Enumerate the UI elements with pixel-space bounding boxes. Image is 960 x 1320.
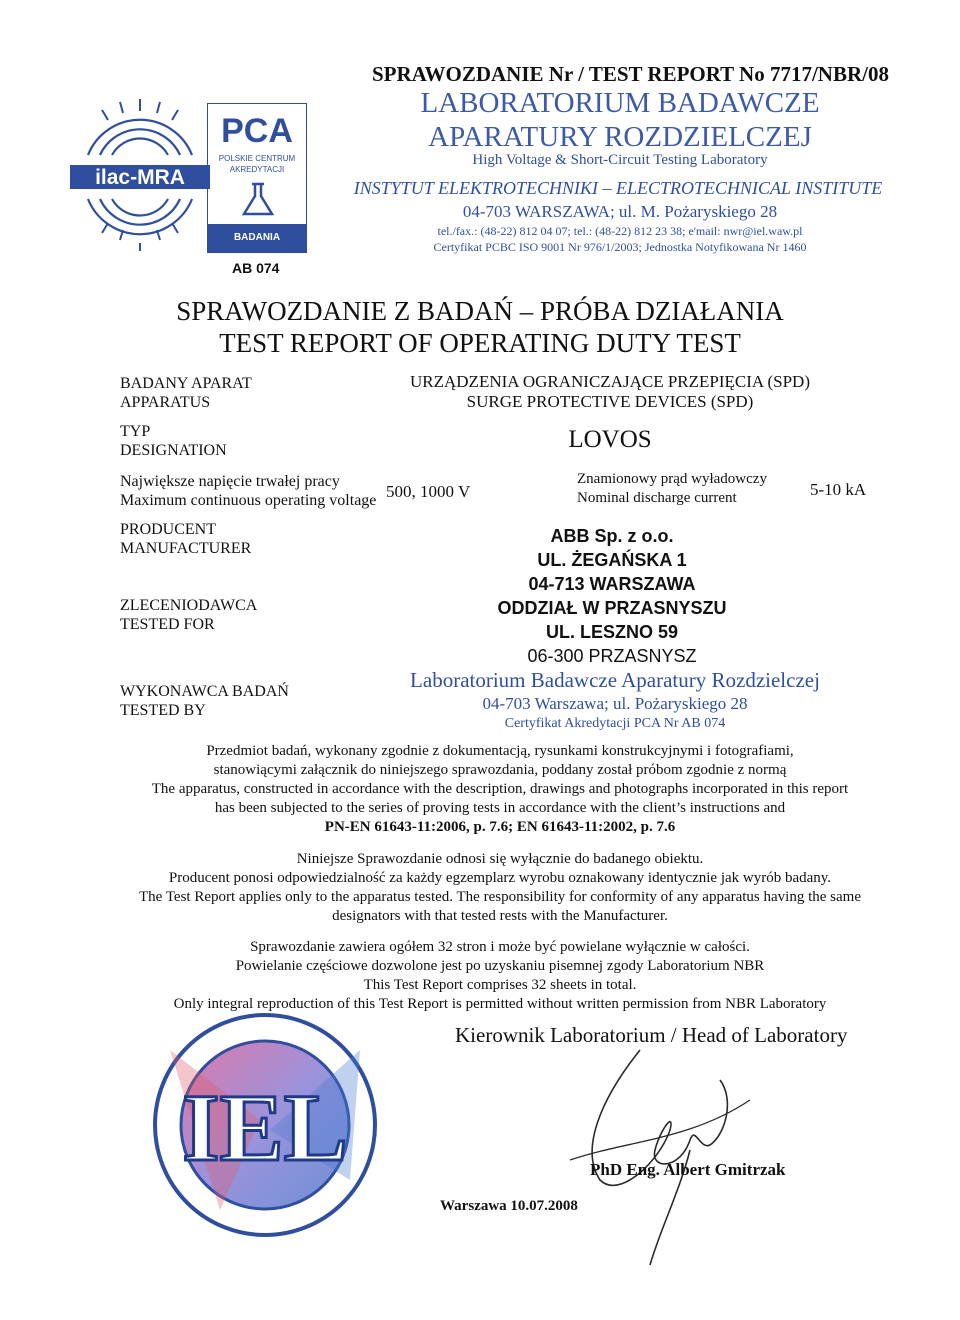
accreditation-number: AB 074 <box>232 260 280 276</box>
current-label-pl: Znamionowy prąd wyładowczy <box>577 471 767 487</box>
manufacturer-line-3: 04-713 WARSZAWA <box>528 574 696 594</box>
type-label-pl: TYP <box>120 423 151 440</box>
paragraph-reproduction-line-2: Powielanie częściowe dozwolone jest po uzyskaniu pisemnej zgody Laboratorium NBR <box>235 958 765 974</box>
client-label <box>120 596 257 634</box>
report-title-en: TEST REPORT OF OPERATING DUTY TEST <box>219 328 741 358</box>
type-label <box>120 422 227 460</box>
flask-icon <box>238 180 278 220</box>
client-label-en: TESTED FOR <box>120 616 215 633</box>
paragraph-reproduction-line-1: Sprawozdanie zawiera ogółem 32 stron i może być powielane wyłącznie w całości. <box>250 939 750 955</box>
pca-logo-text: PCA <box>221 112 293 150</box>
producer-label-pl: PRODUCENT <box>120 521 217 538</box>
manufacturer-line-2: UL. ŻEGAŃSKA 1 <box>537 550 687 570</box>
seal-text: IEL <box>182 1074 348 1181</box>
paragraph-subject-line-2: stanowiącymi załącznik do niniejszego sprawozdania, poddany został próbom zgodnie z normą <box>213 762 787 778</box>
paragraph-reproduction-line-4: Only integral reproduction of this Test Report is permitted without written permission from NBR Laboratory <box>173 996 827 1012</box>
iel-seal <box>150 1010 380 1240</box>
current-label <box>577 470 767 508</box>
tester-label-en: TESTED BY <box>120 702 206 719</box>
institute-address: 04-703 WARSZAWA; ul. M. Pożaryskiego 28 <box>462 202 778 221</box>
paragraph-scope <box>110 850 890 926</box>
apparatus-label-en: APPARATUS <box>120 394 211 411</box>
voltage-label <box>120 472 376 510</box>
institute-certificate: Certyfikat PCBC ISO 9001 Nr 976/1/2003; Jednostka Notyfikowana Nr 1460 <box>433 240 807 254</box>
tester-address: 04-703 Warszawa; ul. Pożaryskiego 28 <box>482 694 748 713</box>
laboratory-title-line2: APARATURY ROZDZIELCZEJ <box>428 121 812 153</box>
pca-logo-subtitle-1: POLSKIE CENTRUM <box>218 154 296 163</box>
voltage-label-pl: Największe napięcie trwałej pracy <box>120 473 340 490</box>
paragraph-subject <box>110 742 890 837</box>
paragraph-scope-line-3: The Test Report applies only to the apparatus tested. The responsibility for conformity of any apparatus having the same <box>139 889 861 905</box>
paragraph-scope-line-1: Niniejsze Sprawozdanie odnosi się wyłącznie do badanego obiektu. <box>296 851 704 867</box>
voltage-label-en: Maximum continuous operating voltage <box>120 492 377 509</box>
standard-reference: PN-EN 61643-11:2006, p. 7.6; EN 61643-11:2002, p. 7.6 <box>324 819 676 835</box>
ilac-text: ilac-MRA <box>95 166 185 189</box>
type-label-en: DESIGNATION <box>120 442 227 459</box>
tester-label <box>120 682 289 720</box>
laboratory-subtitle: High Voltage & Short-Circuit Testing Laboratory <box>472 152 768 168</box>
apparatus-value-en: SURGE PROTECTIVE DEVICES (SPD) <box>466 392 754 411</box>
head-of-laboratory-title: Kierownik Laboratorium / Head of Laboratory <box>455 1023 848 1047</box>
manufacturer-line-4: ODDZIAŁ W PRZASNYSZU <box>497 598 727 618</box>
report-number: SPRAWOZDANIE Nr / TEST REPORT No 7717/NBR/08 <box>372 62 889 86</box>
type-value: LOVOS <box>568 426 652 453</box>
pca-badge: BADANIA <box>208 224 306 252</box>
apparatus-value-pl: URZĄDZENIA OGRANICZAJĄCE PRZEPIĘCIA (SPD) <box>410 372 810 391</box>
ilac-mra-logo <box>70 95 210 255</box>
paragraph-subject-line-4: has been subjected to the series of proving tests in accordance with the client’s instructions and <box>214 800 786 816</box>
paragraph-reproduction <box>110 938 890 1014</box>
institute-contact: tel./fax.: (48-22) 812 04 07; tel.: (48-22) 812 23 38; e'mail: nwr@iel.waw.pl <box>437 224 803 238</box>
paragraph-reproduction-line-3: This Test Report comprises 32 sheets in total. <box>363 977 637 993</box>
pca-logo <box>207 103 307 253</box>
manufacturer-line-5: UL. LESZNO 59 <box>545 622 679 642</box>
paragraph-scope-line-4: designators with that tested rests with the Manufacturer. <box>332 908 668 924</box>
tester-certificate: Certyfikat Akredytacji PCA Nr AB 074 <box>504 716 726 731</box>
report-title-pl: SPRAWOZDANIE Z BADAŃ – PRÓBA DZIAŁANIA <box>176 296 784 326</box>
place-and-date: Warszawa 10.07.2008 <box>440 1198 578 1214</box>
laboratory-title <box>330 86 910 154</box>
producer-label-en: MANUFACTURER <box>120 540 252 557</box>
paragraph-subject-line-1: Przedmiot badań, wykonany zgodnie z dokumentacją, rysunkami konstrukcyjnymi i fotografiami, <box>206 743 794 759</box>
laboratory-title-line1: LABORATORIUM BADAWCZE <box>420 87 820 119</box>
client-label-pl: ZLECENIODAWCA <box>120 597 258 614</box>
producer-label <box>120 520 251 558</box>
apparatus-label <box>120 374 252 412</box>
tester-name: Laboratorium Badawcze Aparatury Rozdzielczej <box>410 668 820 692</box>
manufacturer-line-1: ABB Sp. z o.o. <box>550 526 674 546</box>
pca-logo-subtitle-2: AKREDYTACJI <box>229 165 285 174</box>
manufacturer-line-6: 06-300 PRZASNYSZ <box>527 646 697 666</box>
current-value: 5-10 kA <box>810 480 867 499</box>
tester-label-pl: WYKONAWCA BADAŃ <box>120 683 289 700</box>
institute-name: INSTYTUT ELEKTROTECHNIKI – ELECTROTECHNICAL INSTITUTE <box>353 178 883 198</box>
signature <box>560 1040 760 1270</box>
apparatus-label-pl: BADANY APARAT <box>120 375 252 392</box>
current-label-en: Nominal discharge current <box>577 490 737 506</box>
paragraph-subject-line-3: The apparatus, constructed in accordance with the description, drawings and photographs incorporated in this report <box>151 781 849 797</box>
apparatus-value <box>360 372 860 412</box>
paragraph-scope-line-2: Producent ponosi odpowiedzialność za każdy egzemplarz wyrobu oznakowany identycznie jak wyrób badany. <box>168 870 832 886</box>
voltage-value: 500, 1000 V <box>386 482 471 501</box>
signatory-name: PhD Eng. Albert Gmitrzak <box>590 1160 786 1179</box>
